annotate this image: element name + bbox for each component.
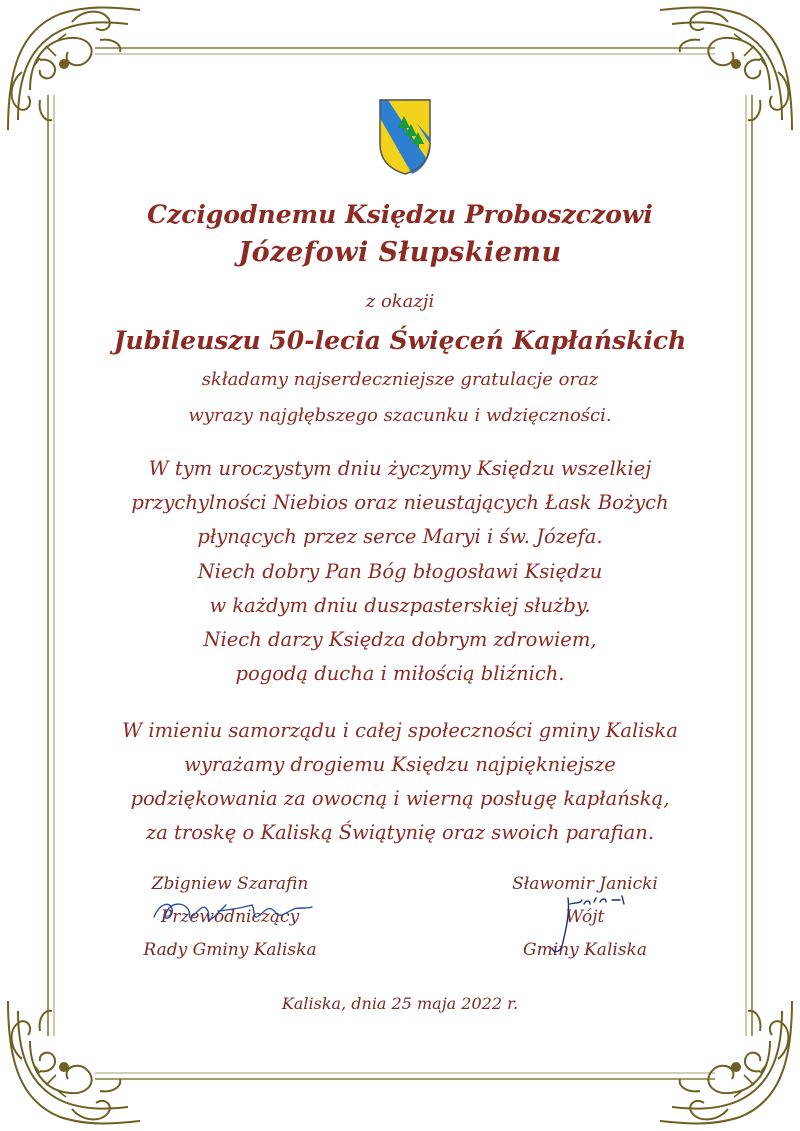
congratulations-line: składamy najserdeczniejsze gratulacje oraz: [201, 369, 599, 390]
wishes-line: Niech dobry Pan Bóg błogosławi Księdzu: [197, 559, 603, 583]
thanks-line: W imieniu samorządu i całej społeczności gminy Kaliska: [122, 719, 678, 742]
signatory-title: Gminy Kaliska: [523, 940, 647, 960]
signatory-title: Przewodniczący: [160, 907, 300, 927]
thanks-line: podziękowania za owocną i wierną posługę kapłańską,: [130, 787, 670, 810]
respect-line: wyrazy najgłębszego szacunku i wdzięczności.: [188, 405, 612, 426]
corner-ornament-icon: [660, 8, 792, 131]
thanks-line: za troskę o Kaliską Świątynię oraz swoich parafian.: [145, 821, 655, 844]
wishes-paragraph: [60, 452, 740, 691]
signatory-title: Wójt: [565, 907, 605, 927]
jubilee-title: Jubileuszu 50-lecia Święceń Kapłańskich: [113, 326, 687, 355]
dedication-title: Czcigodnemu Księdzu Proboszczowi: [147, 200, 653, 229]
recipient-name: Józefowi Słupskiemu: [238, 237, 562, 268]
corner-ornament-icon: [8, 1001, 140, 1124]
thanks-line: wyrażamy drogiemu Księdzu najpiękniejsze: [184, 753, 616, 776]
signatory-title: Rady Gminy Kaliska: [143, 940, 317, 960]
wishes-line: w każdym dniu duszpasterskiej służby.: [209, 593, 591, 617]
handwritten-signature-right: [540, 890, 630, 960]
handwritten-signature-left: [148, 895, 318, 929]
wishes-line: W tym uroczystym dniu życzymy Księdzu wszelkiej: [148, 457, 652, 480]
wishes-line: pogodą ducha i miłością bliźnich.: [235, 662, 565, 686]
occasion: [60, 284, 740, 434]
corner-ornament-icon: [8, 8, 140, 131]
signatory-name: Sławomir Janicki: [512, 874, 658, 894]
wishes-line: Niech darzy Księdza dobrym zdrowiem,: [203, 628, 597, 652]
wishes-line: przychylności Niebios oraz nieustających Łask Bożych: [131, 491, 669, 515]
coat-of-arms-icon: [378, 98, 432, 176]
signatory-name: Zbigniew Szarafin: [151, 874, 309, 894]
dedication: [60, 196, 740, 272]
occasion-prefix: z okazji: [365, 291, 435, 312]
place-and-date: Kaliska, dnia 25 maja 2022 r.: [281, 994, 519, 1013]
thanks-paragraph: [60, 714, 740, 850]
wishes-line: płynących przez serce Maryi i św. Józefa.: [197, 525, 603, 549]
corner-ornament-icon: [660, 1001, 792, 1124]
